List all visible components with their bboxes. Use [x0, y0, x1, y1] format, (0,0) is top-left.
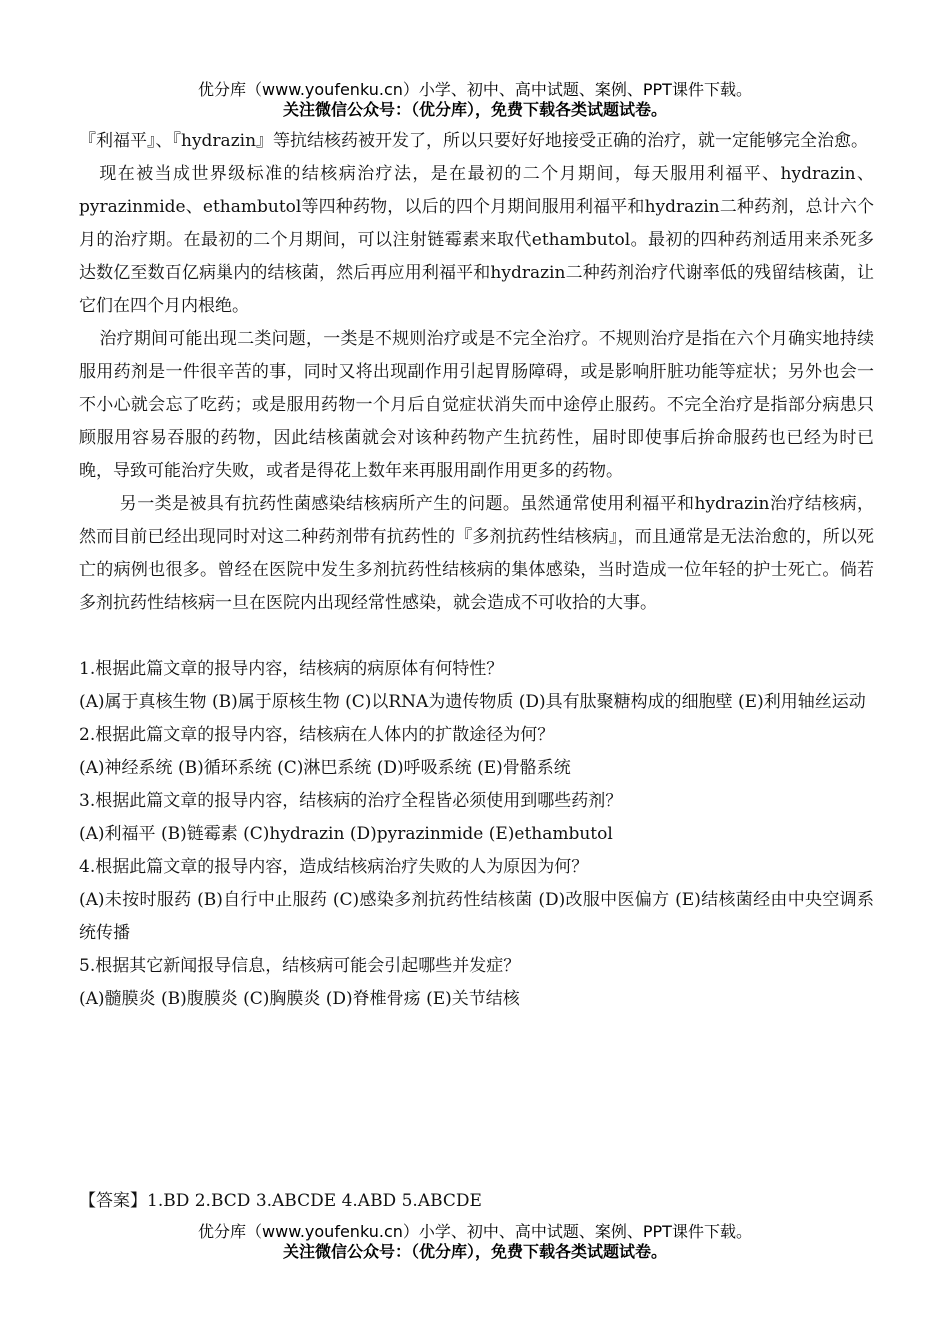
article-paragraph-4: 另一类是被具有抗药性菌感染结核病所产生的问题。虽然通常使用利福平和hydrazin治疗结核病，然而目前已经出现同时对这二种药剂带有抗药性的『多剂抗药性结核病』，而且通常是无法治愈的，所以死亡的病例也很多。曾经在医院中发生多剂抗药性结核病的集体感染，当时造成一位年轻的护士死亡。倘若多剂抗药性结核病一旦在医院内出现经常性感染，就会造成不可收拾的大事。	[79, 494, 874, 613]
article-paragraph-1: 『利福平』、『hydrazin』等抗结核药被开发了，所以只要好好地接受正确的治疗，就一定能够完全治愈。	[79, 131, 869, 151]
article-paragraph-2: 现在被当成世界级标准的结核病治疗法，是在最初的二个月期间，每天服用利福平、hydrazin、pyrazinmide、ethambutol等四种药物，以后的四个月期间服用利福平和hydrazin二种药剂，总计六个月的治疗期。在最初的二个月期间，可以注射链霉素来取代ethambutol。最初的四种药剂适用来杀死多达数亿至数百亿病巢内的结核菌，然后再应用利福平和hydrazin二种药剂治疗代谢率低的残留结核菌，让它们在四个月内根绝。	[79, 164, 874, 316]
question-2: 2.根据此篇文章的报导内容，结核病在人体内的扩散途径为何？	[79, 725, 555, 745]
question-1: 1.根据此篇文章的报导内容，结核病的病原体有何特性？	[79, 659, 504, 679]
page-footer	[0, 1222, 950, 1262]
question-4-options: (A)未按时服药 (B)自行中止服药 (C)感染多剂抗药性结核菌 (D)改服中医偏方 (E)结核菌经由中央空调系统传播	[79, 890, 874, 943]
answer-key: 【答案】1.BD 2.BCD 3.ABCDE 4.ABD 5.ABCDE	[79, 1191, 482, 1211]
question-4: 4.根据此篇文章的报导内容，造成结核病治疗失败的人为原因为何？	[79, 857, 589, 877]
footer-line-2: 关注微信公众号：（优分库），免费下载各类试题试卷。	[282, 1242, 667, 1261]
question-2-options: (A)神经系统 (B)循环系统 (C)淋巴系统 (D)呼吸系统 (E)骨骼系统	[79, 758, 571, 778]
question-list	[79, 653, 874, 1016]
question-1-options: (A)属于真核生物 (B)属于原核生物 (C)以RNA为遗传物质 (D)具有肽聚糖构成的细胞壁 (E)利用轴丝运动	[79, 692, 866, 712]
footer-line-1: 优分库（www.youfenku.cn）小学、初中、高中试题、案例、PPT课件下载。	[198, 1222, 752, 1241]
question-3-options: (A)利福平 (B)链霉素 (C)hydrazin (D)pyrazinmide (E)ethambutol	[79, 824, 613, 844]
header-line-1: 优分库（www.youfenku.cn）小学、初中、高中试题、案例、PPT课件下载。	[198, 80, 752, 99]
question-3: 3.根据此篇文章的报导内容，结核病的治疗全程皆必须使用到哪些药剂？	[79, 791, 623, 811]
document-body	[79, 125, 874, 1016]
page-header	[0, 80, 950, 120]
question-5: 5.根据其它新闻报导信息，结核病可能会引起哪些并发症？	[79, 956, 521, 976]
article-paragraph-3: 治疗期间可能出现二类问题，一类是不规则治疗或是不完全治疗。不规则治疗是指在六个月确实地持续服用药剂是一件很辛苦的事，同时又将出现副作用引起胃肠障碍，或是影响肝脏功能等症状；另外也会一不小心就会忘了吃药；或是服用药物一个月后自觉症状消失而中途停止服药。不完全治疗是指部分病患只顾服用容易吞服的药物，因此结核菌就会对该种药物产生抗药性，届时即使事后拚命服药也已经为时已晚，导致可能治疗失败，或者是得花上数年来再服用副作用更多的药物。	[79, 329, 874, 481]
question-5-options: (A)髓膜炎 (B)腹膜炎 (C)胸膜炎 (D)脊椎骨疡 (E)关节结核	[79, 989, 520, 1009]
header-line-2: 关注微信公众号：（优分库），免费下载各类试题试卷。	[282, 100, 667, 119]
